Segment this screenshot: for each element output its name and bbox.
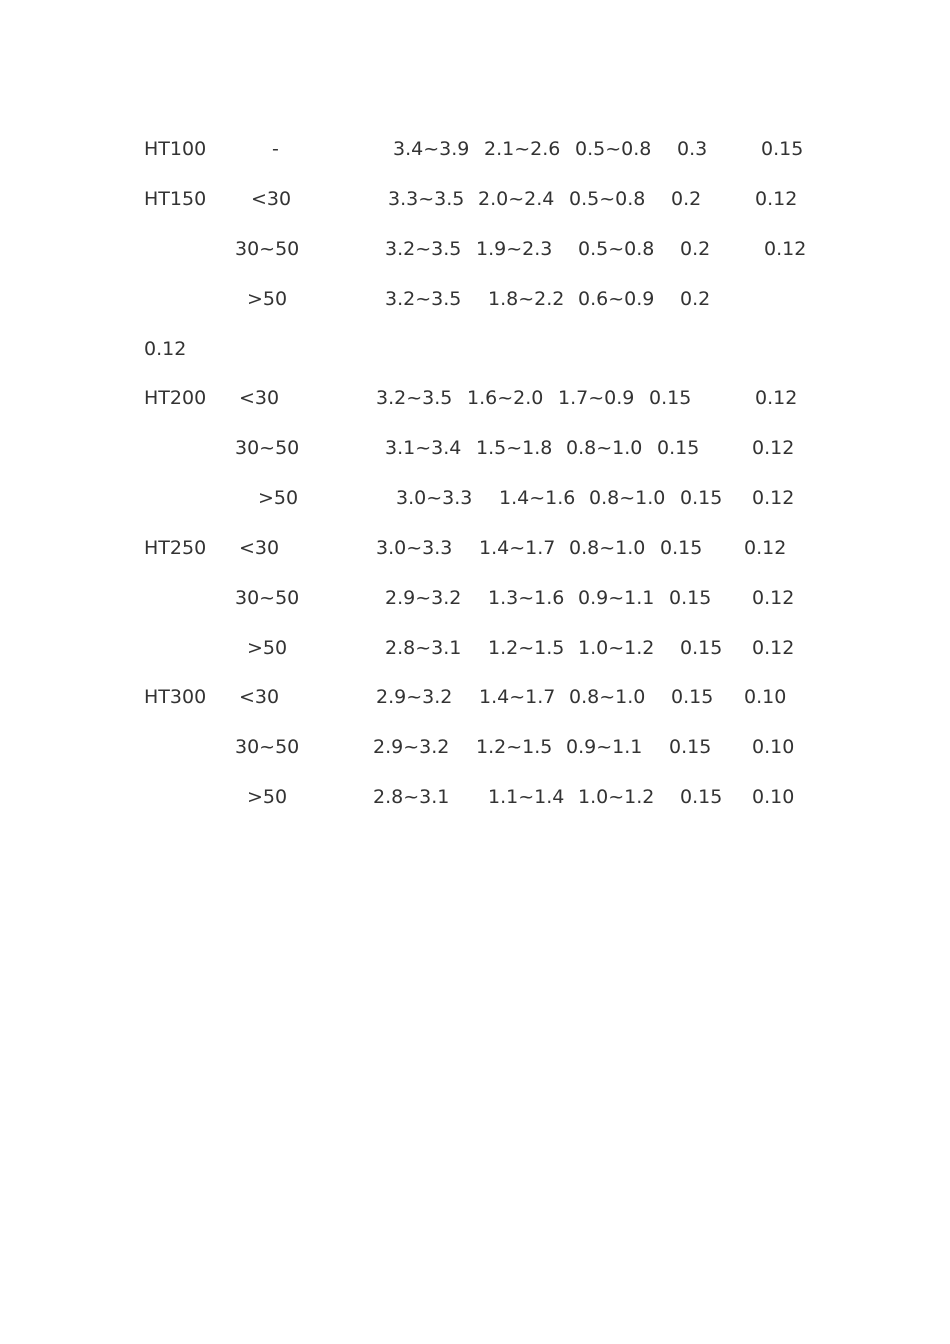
- text-cell: 0.10: [752, 736, 795, 758]
- text-cell: 1.5~1.8: [476, 437, 553, 459]
- text-cell: 0.2: [680, 238, 711, 260]
- text-cell: 0.12: [752, 587, 795, 609]
- text-cell: 1.0~1.2: [578, 637, 655, 659]
- text-line: [0, 134, 950, 164]
- text-line: [0, 383, 950, 413]
- text-cell: >50: [247, 786, 288, 808]
- text-cell: 0.15: [669, 736, 712, 758]
- text-cell: 0.15: [671, 686, 714, 708]
- text-cell: 2.0~2.4: [478, 188, 555, 210]
- text-line: [0, 184, 950, 214]
- text-cell: 3.2~3.5: [385, 288, 462, 310]
- text-cell: 0.8~1.0: [569, 537, 646, 559]
- text-cell: 0.12: [752, 637, 795, 659]
- text-cell: <30: [239, 387, 280, 409]
- text-cell: 0.12: [752, 487, 795, 509]
- text-line: [0, 334, 950, 364]
- text-cell: 2.1~2.6: [484, 138, 561, 160]
- text-cell: <30: [239, 537, 280, 559]
- text-line: [0, 682, 950, 712]
- text-cell: 0.15: [649, 387, 692, 409]
- text-cell: >50: [247, 637, 288, 659]
- text-cell: 0.10: [744, 686, 787, 708]
- text-line: [0, 782, 950, 812]
- text-cell: 30~50: [235, 736, 300, 758]
- text-cell: 0.12: [755, 188, 798, 210]
- text-cell: 2.8~3.1: [385, 637, 462, 659]
- text-cell: 3.2~3.5: [376, 387, 453, 409]
- text-cell: 1.4~1.7: [479, 537, 556, 559]
- text-cell: 0.9~1.1: [578, 587, 655, 609]
- text-cell: 0.15: [761, 138, 804, 160]
- text-cell: 2.8~3.1: [373, 786, 450, 808]
- text-cell: 1.9~2.3: [476, 238, 553, 260]
- grade-label: HT150: [144, 188, 207, 210]
- text-cell: 0.15: [680, 637, 723, 659]
- text-line: [0, 284, 950, 314]
- text-cell: 3.4~3.9: [393, 138, 470, 160]
- text-line: [0, 633, 950, 663]
- text-cell: 1.4~1.7: [479, 686, 556, 708]
- text-cell: 0.12: [144, 338, 187, 360]
- text-cell: 0.15: [660, 537, 703, 559]
- text-cell: 1.4~1.6: [499, 487, 576, 509]
- text-cell: 3.3~3.5: [388, 188, 465, 210]
- text-cell: 30~50: [235, 437, 300, 459]
- text-cell: 0.2: [671, 188, 702, 210]
- text-cell: 0.8~1.0: [566, 437, 643, 459]
- text-cell: 0.12: [764, 238, 807, 260]
- text-cell: 1.0~1.2: [578, 786, 655, 808]
- text-cell: 3.0~3.3: [376, 537, 453, 559]
- text-cell: 30~50: [235, 587, 300, 609]
- text-cell: 2.9~3.2: [376, 686, 453, 708]
- text-cell: 0.8~1.0: [569, 686, 646, 708]
- text-line: [0, 533, 950, 563]
- text-cell: 3.0~3.3: [396, 487, 473, 509]
- text-cell: 0.9~1.1: [566, 736, 643, 758]
- text-cell: 0.15: [657, 437, 700, 459]
- grade-label: HT100: [144, 138, 207, 160]
- text-cell: 3.2~3.5: [385, 238, 462, 260]
- text-cell: 1.7~0.9: [558, 387, 635, 409]
- text-cell: 0.15: [680, 786, 723, 808]
- text-line: [0, 234, 950, 264]
- text-cell: 1.2~1.5: [488, 637, 565, 659]
- text-cell: 1.8~2.2: [488, 288, 565, 310]
- text-cell: 30~50: [235, 238, 300, 260]
- text-cell: 0.5~0.8: [569, 188, 646, 210]
- text-cell: 0.6~0.9: [578, 288, 655, 310]
- text-cell: 0.3: [677, 138, 708, 160]
- text-cell: 0.15: [669, 587, 712, 609]
- text-cell: 1.2~1.5: [476, 736, 553, 758]
- text-line: [0, 583, 950, 613]
- text-cell: <30: [251, 188, 292, 210]
- grade-label: HT250: [144, 537, 207, 559]
- text-cell: 1.3~1.6: [488, 587, 565, 609]
- text-cell: 0.10: [752, 786, 795, 808]
- text-cell: 3.1~3.4: [385, 437, 462, 459]
- text-cell: <30: [239, 686, 280, 708]
- text-cell: 2.9~3.2: [385, 587, 462, 609]
- text-line: [0, 483, 950, 513]
- text-cell: 0.12: [744, 537, 787, 559]
- text-cell: 0.5~0.8: [575, 138, 652, 160]
- grade-label: HT200: [144, 387, 207, 409]
- text-cell: 2.9~3.2: [373, 736, 450, 758]
- text-cell: 0.2: [680, 288, 711, 310]
- text-cell: 0.5~0.8: [578, 238, 655, 260]
- text-cell: 0.12: [752, 437, 795, 459]
- text-cell: 0.8~1.0: [589, 487, 666, 509]
- text-cell: 1.6~2.0: [467, 387, 544, 409]
- text-cell: 0.15: [680, 487, 723, 509]
- grade-label: HT300: [144, 686, 207, 708]
- text-cell: >50: [258, 487, 299, 509]
- text-line: [0, 732, 950, 762]
- text-cell: -: [272, 138, 279, 160]
- text-cell: 1.1~1.4: [488, 786, 565, 808]
- text-cell: 0.12: [755, 387, 798, 409]
- text-line: [0, 433, 950, 463]
- text-cell: >50: [247, 288, 288, 310]
